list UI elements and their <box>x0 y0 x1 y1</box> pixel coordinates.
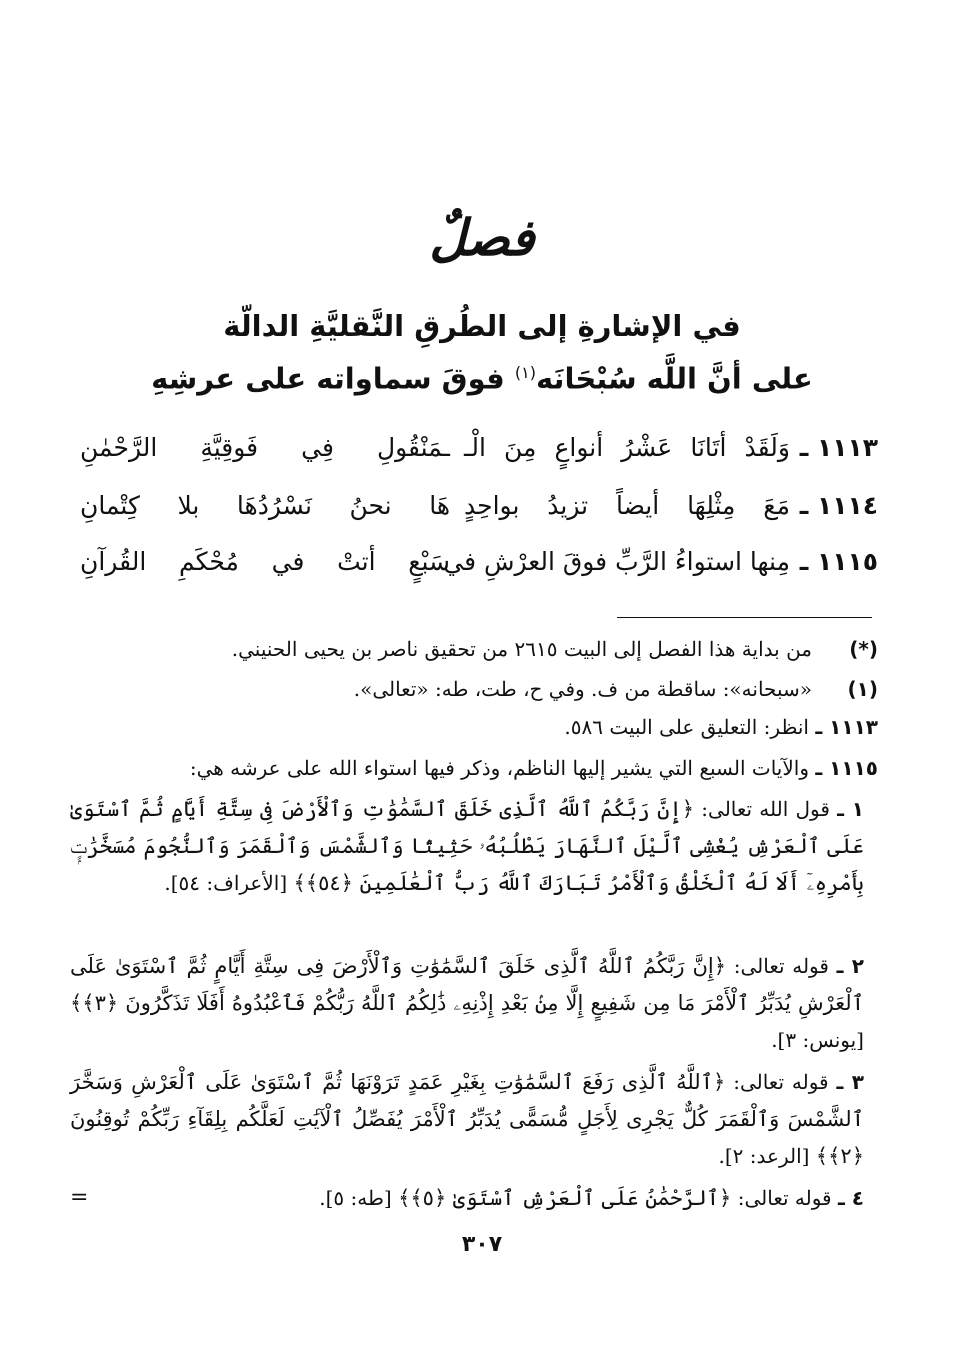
commentary-note <box>70 711 878 744</box>
quran-citation <box>70 1064 864 1175</box>
commentary-note <box>70 752 878 785</box>
footnote-separator <box>617 617 872 618</box>
quran-citation <box>70 791 864 902</box>
verse-1114 <box>80 484 878 528</box>
footnote-text: «سبحانه»: ساقطة من ف. وفي ح، طت، طه: «تعالى». <box>353 677 812 701</box>
citation-intro: قول الله تعالى: <box>701 797 830 821</box>
verse-number: ١١١٣ ـ <box>799 433 878 462</box>
footnote-reference: (١) <box>514 363 536 382</box>
note-text: والآيات السبع التي يشير إليها الناظم، وذكر فيها استواء الله على عرشه هي: <box>189 756 809 780</box>
surah-reference: [يونس: ٣]. <box>771 1028 864 1052</box>
citation-intro: قوله تعالى: <box>733 954 829 978</box>
verse-1115 <box>80 540 878 584</box>
quran-citation <box>70 1180 864 1217</box>
quran-citation <box>70 948 864 1059</box>
verse-number: ١١١٥ ـ <box>799 547 878 576</box>
citation-number: ٣ ـ <box>836 1070 864 1094</box>
verse-first-hemistich: مِنها استواءُ الرَّبِّ فوقَ العرْشِ في <box>443 547 790 576</box>
verse-1113 <box>80 426 878 470</box>
citation-number: ٤ ـ <box>837 1186 864 1210</box>
surah-reference: [الرعد: ٢]. <box>718 1144 810 1168</box>
footnote-mark: (*) <box>849 637 878 661</box>
verse-second-hemistich: سَبْعٍ أتتْ في مُحْكَمِ القُرآنِ <box>80 547 450 576</box>
ayah-text: ﴿إِنَّ رَبَّكُمُ ٱللَّهُ ٱلَّذِى خَلَقَ ٱلسَّمَٰوَٰتِ وَٱلْأَرْضَ فِى سِتَّةِ أَيَّامٍ ثُمَّ ٱسْتَوَىٰ عَلَى ٱلْعَرْشِ يُدَبِّرُ ٱلْأَمْرَ مَا مِن شَفِيعٍ إِلَّا مِنۢ بَعْدِ إِذْنِهِۦ ذَٰلِكُمُ ٱللَّهُ رَبُّكُمْ فَٱعْبُدُوهُ أَفَلَا تَذَكَّرُونَ ﴿٣﴾﴾ <box>70 954 864 1015</box>
ayah-text: ﴿ٱللَّهُ ٱلَّذِى رَفَعَ ٱلسَّمَٰوَٰتِ بِغَيْرِ عَمَدٍ تَرَوْنَهَا ثُمَّ ٱسْتَوَىٰ عَلَى ٱلْعَرْشِ وَسَخَّرَ ٱلشَّمْسَ وَٱلْقَمَرَ كُلٌّ يَجْرِى لِأَجَلٍ مُّسَمًّى يُدَبِّرُ ٱلْأَمْرَ يُفَصِّلُ ٱلْآيَٰتِ لَعَلَّكُم بِلِقَآءِ رَبِّكُمْ تُوقِنُونَ ﴿٢﴾﴾ <box>70 1070 864 1168</box>
verse-second-hemistich: ـمَنْقُولِ فِي فَوقِيَّةِ الرَّحْمٰنِ <box>80 433 450 462</box>
note-verse-number: ١١١٥ ـ <box>815 756 878 780</box>
citation-number: ١ ـ <box>837 797 864 821</box>
surah-reference: [الأعراف: ٥٤]. <box>164 871 288 895</box>
surah-reference: [طه: ٥]. <box>319 1186 392 1210</box>
citation-number: ٢ ـ <box>836 954 865 978</box>
page-number: ٣٠٧ <box>461 1232 503 1257</box>
chapter-heading: فصلٌ <box>429 208 535 267</box>
verse-first-hemistich: مَعَ مِثْلِهَا أيضاً تزيدُ بواحِدٍ <box>464 491 790 520</box>
continuation-mark: = <box>70 1185 89 1210</box>
note-verse-number: ١١١٣ ـ <box>815 715 878 739</box>
footnote-mark: (١) <box>847 677 878 701</box>
note-text: انظر: التعليق على البيت ٥٨٦. <box>564 715 809 739</box>
citation-intro: قوله تعالى: <box>737 1186 832 1210</box>
footnote-text: من بداية هذا الفصل إلى البيت ٢٦١٥ من تحقيق ناصر بن يحيى الحنيني. <box>231 637 812 661</box>
verse-first-hemistich: وَلَقَدْ أتَانَا عَشْرُ أنواعٍ مِنَ الْـ <box>464 433 790 462</box>
ayah-text: ﴿إِنَّ رَبَّكُمُ ٱللَّهُ ٱلَّذِى خَلَقَ ٱلسَّمَٰوَٰتِ وَٱلْأَرْضَ فِى سِتَّةِ أَيَّامٍ ثُمَّ ٱسْتَوَىٰ عَلَى ٱلْعَرْشِ يُغْشِى ٱلَّيْلَ ٱلنَّهَارَ يَطْلُبُهُۥ حَثِيثًا وَٱلشَّمْسَ وَٱلْقَمَرَ وَٱلنُّجُومَ مُسَخَّرَٰتٍۭ بِأَمْرِهِۦٓ أَلَا لَهُ ٱلْخَلْقُ وَٱلْأَمْرُ تَبَارَكَ ٱللَّهُ رَبُّ ٱلْعَٰلَمِينَ ﴿٥٤﴾﴾ <box>70 797 864 895</box>
ayah-text: ﴿ٱلرَّحْمَٰنُ عَلَى ٱلْعَرْشِ ٱسْتَوَىٰ ﴿٥﴾﴾ <box>398 1186 732 1210</box>
title-line-2-start: على أنَّ اللَّه سُبْحَانَه <box>535 361 813 396</box>
title-line-2-end: فوقَ سماواته على عرشِهِ <box>151 361 515 396</box>
citation-intro: قوله تعالى: <box>733 1070 829 1094</box>
verse-number: ١١١٤ ـ <box>799 491 878 520</box>
section-title-line-1: في الإشارةِ إلى الطُرقِ النَّقليَّةِ الدالّة <box>223 309 741 343</box>
section-title-line-2 <box>100 352 864 400</box>
verse-second-hemistich: هَا نحنُ نَسْرُدُهَا بلا كِتْمانِ <box>80 491 450 520</box>
